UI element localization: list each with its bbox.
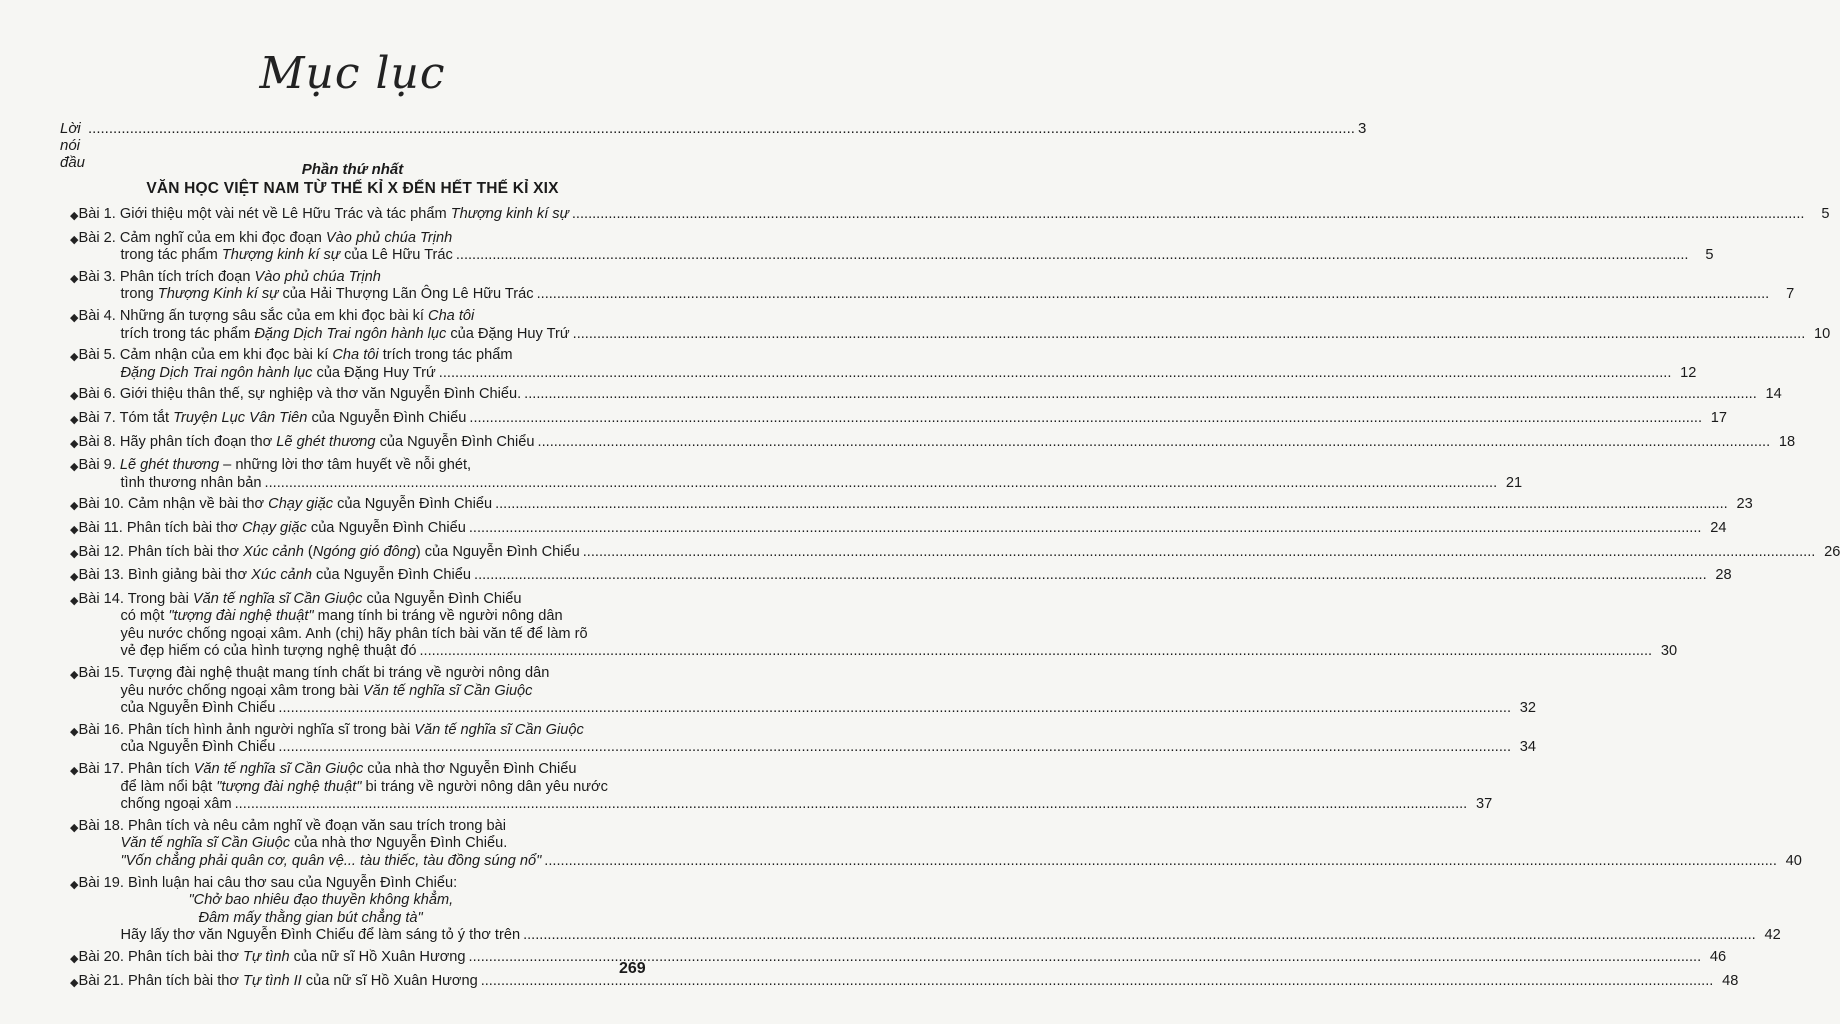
toc-entry-line [78, 761, 1492, 779]
entry-page: 30 [1660, 643, 1678, 660]
entry-page: 7 [1786, 286, 1795, 303]
diamond-bullet-icon: ◆ [70, 351, 79, 364]
entry-text: Phân tích hình ảnh người nghĩa sĩ trong bài [127, 721, 415, 738]
toc-entry [70, 229, 1714, 265]
entry-page: 26 [1824, 543, 1840, 560]
page-title: Mục lục [259, 48, 446, 99]
entry-page: 23 [1736, 496, 1753, 513]
toc-entry-line [78, 230, 1713, 248]
entry-number: Bài 17. [78, 761, 124, 778]
entry-text: ) của Nguyễn Đình Chiểu [415, 543, 580, 560]
entry-page: 5 [1821, 206, 1830, 222]
toc-entry [70, 409, 1728, 430]
entry-number: Bài 4. [78, 307, 116, 324]
dot-leader [469, 520, 1702, 538]
entry-text: trong [120, 286, 158, 303]
diamond-bullet-icon: ◆ [70, 878, 79, 891]
toc-entry [70, 817, 1802, 871]
toc-entry-line [78, 496, 1752, 514]
part-title: VĂN HỌC VIỆT NAM TỪ THẾ KỈ X ĐẾN HẾT THẾ KỈ XIX [146, 180, 559, 197]
entry-text: Phân tích bài thơ [127, 972, 244, 989]
entry-text: để làm nổi bật [120, 778, 217, 795]
entry-text: Văn tế nghĩa sĩ Cần Giuộc [120, 835, 291, 852]
entry-number: Bài 15. [78, 665, 124, 682]
toc-entry-line [78, 643, 1677, 661]
diamond-bullet-icon: ◆ [70, 821, 79, 834]
entry-text: Tự tình [243, 948, 290, 965]
toc-entry-line [78, 835, 1801, 853]
entry-text: Bình luận hai câu thơ sau của Nguyễn Đình Chiểu: [127, 874, 458, 891]
entry-number: Bài 19. [78, 874, 124, 891]
toc-entry [70, 519, 1727, 540]
entry-text: trích trong tác phẩm [120, 325, 255, 342]
toc-entry-line [78, 700, 1536, 718]
entry-page: 37 [1476, 796, 1493, 813]
entry-page: 42 [1764, 927, 1781, 944]
toc-entry [70, 268, 1795, 304]
entry-text: của Nguyễn Đình Chiểu [306, 519, 466, 536]
entry-number: Bài 16. [78, 721, 124, 738]
toc-entry [70, 567, 1732, 587]
entry-text: Cha tôi [428, 307, 475, 324]
entry-page: 48 [1722, 972, 1739, 989]
diamond-bullet-icon: ◆ [70, 523, 79, 536]
toc-entry [70, 874, 1781, 945]
diamond-bullet-icon: ◆ [70, 390, 79, 403]
diamond-bullet-icon: ◆ [70, 976, 79, 989]
entry-text: Thượng Kinh kí sự [157, 286, 279, 303]
entry-text: Phân tích [127, 761, 194, 778]
entry-text: Cảm nhận về bài thơ [127, 496, 269, 513]
dot-leader [544, 853, 1777, 871]
toc-entry-line [78, 949, 1726, 967]
entry-text: chống ngoại xâm [120, 796, 232, 813]
toc-entry-line [78, 927, 1780, 945]
entry-text: mang tính bi tráng về người nông dân [313, 608, 563, 625]
entry-page: 12 [1680, 364, 1697, 381]
toc-entry-line [78, 475, 1522, 493]
toc-entry-line [78, 796, 1492, 814]
dot-leader [235, 796, 1468, 814]
entry-text: Cảm nhận của em khi đọc bài kí [119, 347, 333, 364]
entry-page: 18 [1778, 433, 1796, 450]
entry-text: "tượng đài nghệ thuật" [168, 608, 314, 625]
entry-page: 17 [1710, 409, 1728, 426]
entry-page: 32 [1519, 700, 1537, 717]
entry-text: Bình giảng bài thơ [127, 567, 252, 584]
entry-text: của Nguyễn Đình Chiểu [312, 567, 472, 584]
entry-text: của Nguyễn Đình Chiểu [362, 590, 522, 607]
toc-entry-line [78, 544, 1840, 562]
entry-number: Bài 11. [78, 519, 123, 536]
entry-text: Tượng đài nghệ thuật mang tính chất bi tráng về người nông dân [127, 665, 550, 682]
entry-text: của nhà thơ Nguyễn Đình Chiểu [363, 761, 577, 778]
entry-text: của Lê Hữu Trác [340, 247, 453, 264]
page-number: 269 [619, 960, 646, 977]
toc-entry [70, 496, 1753, 516]
diamond-bullet-icon: ◆ [70, 952, 79, 965]
entry-text: "tượng đài nghệ thuật" [216, 778, 362, 795]
toc-entry [70, 948, 1727, 969]
entry-text: Phân tích bài thơ [127, 948, 244, 965]
dot-leader [278, 739, 1511, 757]
entry-text: Hãy lấy thơ văn Nguyễn Đình Chiểu để làm sáng tỏ ý thơ trên [120, 927, 521, 944]
toc-entry-line [78, 286, 1794, 304]
entry-page: 28 [1715, 567, 1732, 584]
entry-number: Bài 9. [78, 457, 116, 474]
entry-text: Vào phủ chúa Trịnh [254, 268, 381, 285]
dot-leader [573, 326, 1806, 344]
dot-leader [439, 365, 1672, 383]
toc-entry [70, 590, 1678, 661]
toc-entry [70, 543, 1840, 564]
entry-number: Bài 21. [78, 972, 124, 989]
dot-leader [419, 643, 1652, 661]
entry-text: của Nguyễn Đình Chiểu [375, 433, 535, 450]
entry-number: Bài 20. [78, 948, 124, 965]
entry-text: ( [303, 543, 313, 560]
diamond-bullet-icon: ◆ [70, 725, 79, 738]
diamond-bullet-icon: ◆ [70, 461, 79, 474]
toc-list [70, 206, 1840, 996]
toc-entry [70, 347, 1697, 382]
toc-entry-line [78, 347, 1696, 365]
entry-page: 34 [1519, 739, 1537, 756]
entry-text: của Nguyễn Đình Chiểu [120, 700, 276, 717]
toc-entry-line [78, 973, 1738, 991]
entry-number: Bài 2. [78, 229, 116, 246]
intro-label: Lời nói đầu [60, 120, 86, 171]
entry-text: Văn tế nghĩa sĩ Cần Giuộc [414, 721, 584, 738]
entry-text: Xúc cảnh [243, 543, 304, 560]
diamond-bullet-icon: ◆ [70, 311, 79, 324]
toc-entry-line [78, 665, 1536, 683]
diamond-bullet-icon: ◆ [70, 765, 79, 778]
entry-text: Truyện Lục Vân Tiên [173, 409, 308, 426]
entry-page: 46 [1709, 948, 1727, 965]
entry-number: Bài 6. [78, 386, 116, 403]
entry-text: Thượng kinh kí sự [221, 247, 341, 264]
entry-number: Bài 8. [78, 433, 116, 450]
entry-text: tình thương nhân bản [120, 474, 262, 491]
toc-entry [70, 206, 1830, 226]
toc-entry [70, 665, 1537, 718]
entry-text: Cha tôi [332, 347, 379, 364]
entry-text: Đặng Dịch Trai ngôn hành lục [254, 325, 447, 342]
entry-text: Giới thiệu thân thế, sự nghiệp và thơ văn Nguyễn Đình Chiểu. [119, 386, 522, 403]
entry-text: yêu nước chống ngoại xâm. Anh (chị) hãy phân tích bài văn tế để làm rõ [120, 625, 588, 642]
dot-leader [572, 206, 1805, 224]
entry-page: 40 [1785, 853, 1802, 869]
entry-text: Phân tích bài thơ [126, 519, 242, 536]
entry-text: Tóm tắt [119, 409, 174, 426]
entry-text: Xúc cảnh [251, 567, 312, 584]
diamond-bullet-icon: ◆ [70, 500, 79, 513]
dot-leader [469, 410, 1702, 428]
entry-text: yêu nước chống ngoại xâm trong bài [120, 682, 363, 699]
entry-text: Những ấn tượng sâu sắc của em khi đọc bài kí [119, 307, 429, 324]
dot-leader [469, 949, 1702, 967]
toc-entry-line [78, 608, 1677, 626]
entry-number: Bài 12. [78, 543, 124, 560]
entry-text: của Đặng Huy Trứ [446, 325, 570, 342]
diamond-bullet-icon: ◆ [70, 437, 79, 450]
entry-text: của Nguyễn Đình Chiểu [333, 496, 493, 513]
entry-page: 14 [1765, 386, 1782, 403]
toc-entry-line [78, 567, 1731, 585]
entry-text: của Nguyễn Đình Chiểu [307, 409, 467, 426]
intro-page: 3 [1357, 120, 1367, 137]
entry-text: Phân tích và nêu cảm nghĩ về đoạn văn sau trích trong bài [127, 817, 507, 834]
entry-text: Hãy phân tích đoạn thơ [119, 433, 277, 450]
diamond-bullet-icon: ◆ [70, 413, 79, 426]
entry-text: Phân tích bài thơ [127, 543, 244, 560]
dot-leader [524, 386, 1757, 404]
dot-leader [265, 475, 1498, 493]
entry-number: Bài 10. [78, 496, 124, 513]
entry-page: 21 [1505, 474, 1523, 491]
entry-page: 10 [1814, 325, 1831, 342]
toc-entry [70, 433, 1796, 454]
toc-entry-line [78, 626, 1677, 644]
entry-number: Bài 1. [78, 206, 116, 222]
toc-entry-line [78, 892, 1780, 910]
entry-text: Văn tế nghĩa sĩ Cần Giuộc [192, 590, 363, 607]
entry-text: Giới thiệu một vài nét về Lê Hữu Trác và tác phẩm [119, 206, 451, 222]
toc-entry-line [78, 308, 1830, 326]
toc-entry-line [78, 739, 1536, 757]
entry-text: "Vốn chẳng phải quân cơ, quân vệ... tàu thiếc, tàu đồng súng nổ" [120, 853, 542, 869]
entry-text: trích trong tác phẩm [378, 347, 513, 364]
entry-text: Phân tích trích đoạn [119, 268, 255, 285]
toc-entry [70, 761, 1493, 814]
entry-text: Ngóng gió đông [312, 543, 416, 560]
toc-entry-line [78, 457, 1522, 475]
entry-text: Lẽ ghét thương [276, 433, 376, 450]
dot-leader [537, 286, 1770, 304]
toc-entry [70, 457, 1523, 492]
entry-text: – những lời thơ tâm huyết về nỗi ghét, [219, 457, 472, 474]
toc-entry [70, 721, 1537, 757]
toc-entry-line [78, 410, 1727, 428]
toc-entry-line [78, 269, 1794, 287]
dot-leader [278, 700, 1511, 718]
entry-text: Vào phủ chúa Trịnh [325, 229, 453, 246]
entry-number: Bài 14. [78, 590, 124, 607]
dot-leader [88, 120, 1355, 137]
entry-text: Tự tình II [243, 972, 302, 989]
toc-entry-line [78, 910, 1780, 928]
toc-entry-line [78, 386, 1781, 404]
toc-entry-line [78, 722, 1536, 740]
toc-entry-line [78, 434, 1795, 452]
entry-text: trong tác phẩm [120, 247, 222, 264]
diamond-bullet-icon: ◆ [70, 594, 79, 607]
toc-entry-line [78, 683, 1536, 701]
entry-number: Bài 5. [78, 347, 116, 364]
entry-text: của Đặng Huy Trứ [312, 364, 436, 381]
diamond-bullet-icon: ◆ [70, 547, 79, 560]
diamond-bullet-icon: ◆ [70, 669, 79, 682]
entry-text: Văn tế nghĩa sĩ Cần Giuộc [362, 682, 533, 699]
entry-text: Thượng kinh kí sự [450, 206, 569, 222]
diamond-bullet-icon: ◆ [70, 571, 79, 584]
entry-text: Đặng Dịch Trai ngôn hành lục [120, 364, 313, 381]
dot-leader [538, 434, 1771, 452]
entry-text: Cảm nghĩ của em khi đọc đoạn [119, 229, 326, 246]
toc-entry [70, 972, 1739, 993]
entry-text: Lẽ ghét thương [119, 457, 220, 474]
part-label: Phần thứ nhất [301, 161, 404, 178]
entry-number: Bài 3. [78, 268, 116, 285]
diamond-bullet-icon: ◆ [70, 272, 79, 285]
toc-entry-line [78, 779, 1492, 797]
toc-entry-line [78, 247, 1713, 265]
toc-entry-line [78, 875, 1780, 893]
entry-text: "Chở bao nhiêu đạo thuyền không khẳm, [188, 892, 454, 909]
entry-text: của nữ sĩ Hồ Xuân Hương [301, 972, 478, 989]
entry-text: của nhà thơ Nguyễn Đình Chiểu. [290, 835, 508, 852]
toc-entry-line [78, 365, 1696, 383]
entry-text: của Hải Thượng Lãn Ông Lê Hữu Trác [278, 286, 534, 303]
toc-entry-line [78, 206, 1829, 224]
toc-entry [70, 386, 1782, 406]
toc-entry-line [78, 818, 1801, 836]
dot-leader [495, 496, 1728, 514]
entry-text: Trong bài [127, 590, 193, 607]
toc-entry-line [78, 326, 1830, 344]
dot-leader [456, 247, 1689, 265]
dot-leader [523, 927, 1756, 945]
toc-entry [70, 307, 1831, 343]
toc-entry-line [78, 520, 1726, 538]
diamond-bullet-icon: ◆ [70, 233, 79, 246]
entry-text: Văn tế nghĩa sĩ Cần Giuộc [193, 761, 364, 778]
dot-leader [481, 973, 1714, 991]
entry-text: Chạy giặc [241, 519, 307, 536]
toc-entry-line [78, 591, 1677, 609]
entry-text: bi tráng về người nông dân yêu nước [361, 778, 608, 795]
entry-text: của Nguyễn Đình Chiểu [120, 739, 276, 756]
entry-number: Bài 13. [78, 567, 124, 584]
entry-number: Bài 7. [78, 409, 116, 426]
entry-text: Đâm mấy thằng gian bút chẳng tà" [198, 909, 423, 926]
entry-number: Bài 18. [78, 817, 124, 834]
entry-text: của nữ sĩ Hồ Xuân Hương [289, 948, 466, 965]
entry-text: Chạy giặc [268, 496, 334, 513]
diamond-bullet-icon: ◆ [70, 210, 79, 222]
entry-page: 5 [1705, 247, 1714, 264]
entry-text: có một [120, 608, 169, 625]
entry-text: vẻ đẹp hiếm có của hình tượng nghệ thuật đó [120, 643, 417, 660]
dot-leader [474, 567, 1707, 585]
dot-leader [583, 544, 1816, 562]
toc-entry-line [78, 853, 1801, 871]
entry-page: 24 [1710, 519, 1727, 536]
